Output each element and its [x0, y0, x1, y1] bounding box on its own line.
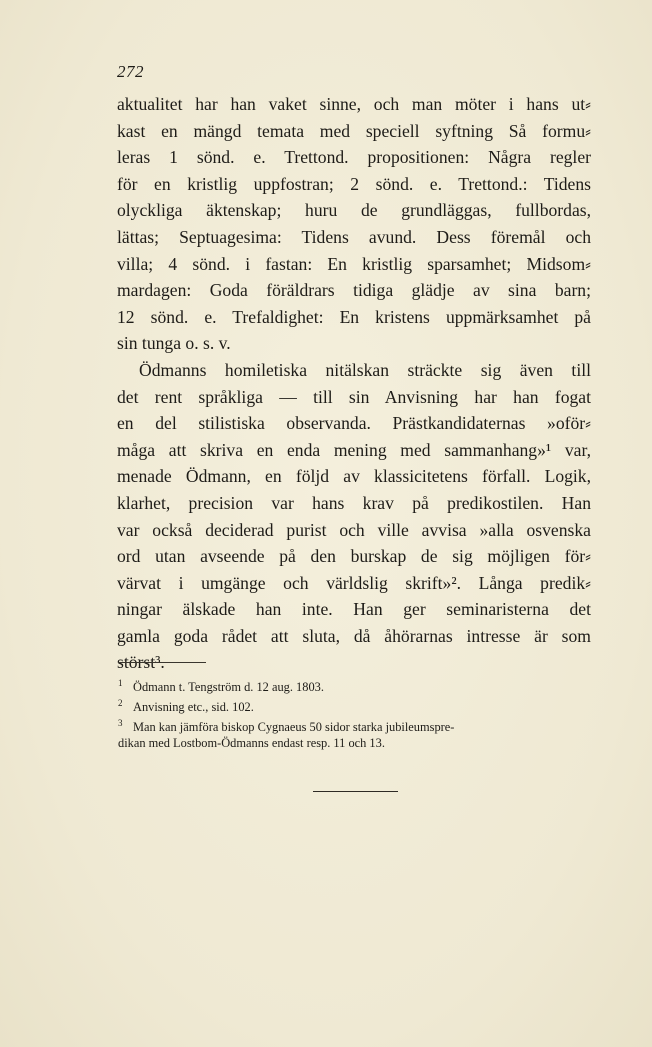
text-line: för en kristlig uppfostran; 2 sönd. e. Trettond.: Tidens — [117, 173, 591, 194]
footnote-text: Man kan jämföra biskop Cygnaeus 50 sidor starka jubileumspre- — [133, 720, 455, 734]
footnote-marker: 3 — [118, 718, 123, 728]
footnote-separator — [118, 662, 206, 663]
text-line: 12 sönd. e. Trefaldighet: En kristens uppmärksamhet på — [117, 306, 591, 327]
text-line: lättas; Septuagesima: Tidens avund. Dess föremål och — [117, 226, 591, 247]
text-line-paragraph-start: Ödmanns homiletiska nitälskan sträckte sig även till — [139, 359, 591, 380]
text-line: olyckliga äktenskap; huru de grundläggas, fullbordas, — [117, 200, 591, 221]
text-line: var också deciderad purist och ville avvisa »alla osvenska — [117, 519, 591, 540]
text-line: aktualitet har han vaket sinne, och man möter i hans ut⸗ — [117, 94, 591, 114]
footnote-text: Ödmann t. Tengström d. 12 aug. 1803. — [133, 680, 324, 694]
text-line: måga att skriva en enda mening med sammanhang»¹ var, — [117, 439, 591, 460]
footnote-1 — [118, 673, 592, 693]
text-line: gamla goda rådet att sluta, då åhörarnas intresse är som — [117, 625, 591, 646]
text-line: leras 1 sönd. e. Trettond. propositionen: Några regler — [117, 147, 591, 168]
text-line: mardagen: Goda föräldrars tidiga glädje av sina barn; — [117, 280, 591, 301]
footnote-marker: 1 — [118, 678, 123, 688]
footnote-marker: 2 — [118, 698, 123, 708]
text-line: ord utan avseende på den burskap de sig möjligen för⸗ — [117, 546, 591, 567]
text-line: klarhet, precision var hans krav på predikostilen. Han — [117, 492, 591, 513]
text-line: kast en mängd temata med speciell syftning Så formu⸗ — [117, 120, 591, 141]
text-line: en del stilistiska observanda. Prästkandidaternas »oför⸗ — [117, 413, 591, 434]
text-line: värvat i umgänge och världslig skrift»². Långa predik⸗ — [117, 572, 591, 593]
footnote-text: Anvisning etc., sid. 102. — [133, 700, 254, 714]
end-rule — [313, 791, 398, 792]
page-number: 272 — [117, 62, 144, 81]
footnotes — [118, 673, 592, 753]
footnote-3-continuation: dikan med Lostbom-Ödmanns endast resp. 11 och 13. — [118, 736, 385, 750]
text-line: menade Ödmann, en följd av klassicitetens förfall. Logik, — [117, 466, 591, 487]
body-text — [117, 91, 591, 676]
footnote-2 — [118, 693, 592, 713]
text-line: det rent språkliga — till sin Anvisning har han fogat — [117, 386, 591, 407]
text-line: störst³. — [117, 652, 165, 673]
text-line: villa; 4 sönd. i fastan: En kristlig sparsamhet; Midsom⸗ — [117, 253, 591, 274]
text-line: ningar älskade han inte. Han ger seminaristerna det — [117, 599, 591, 620]
text-line: sin tunga o. s. v. — [117, 333, 231, 354]
footnote-3 — [118, 713, 592, 733]
